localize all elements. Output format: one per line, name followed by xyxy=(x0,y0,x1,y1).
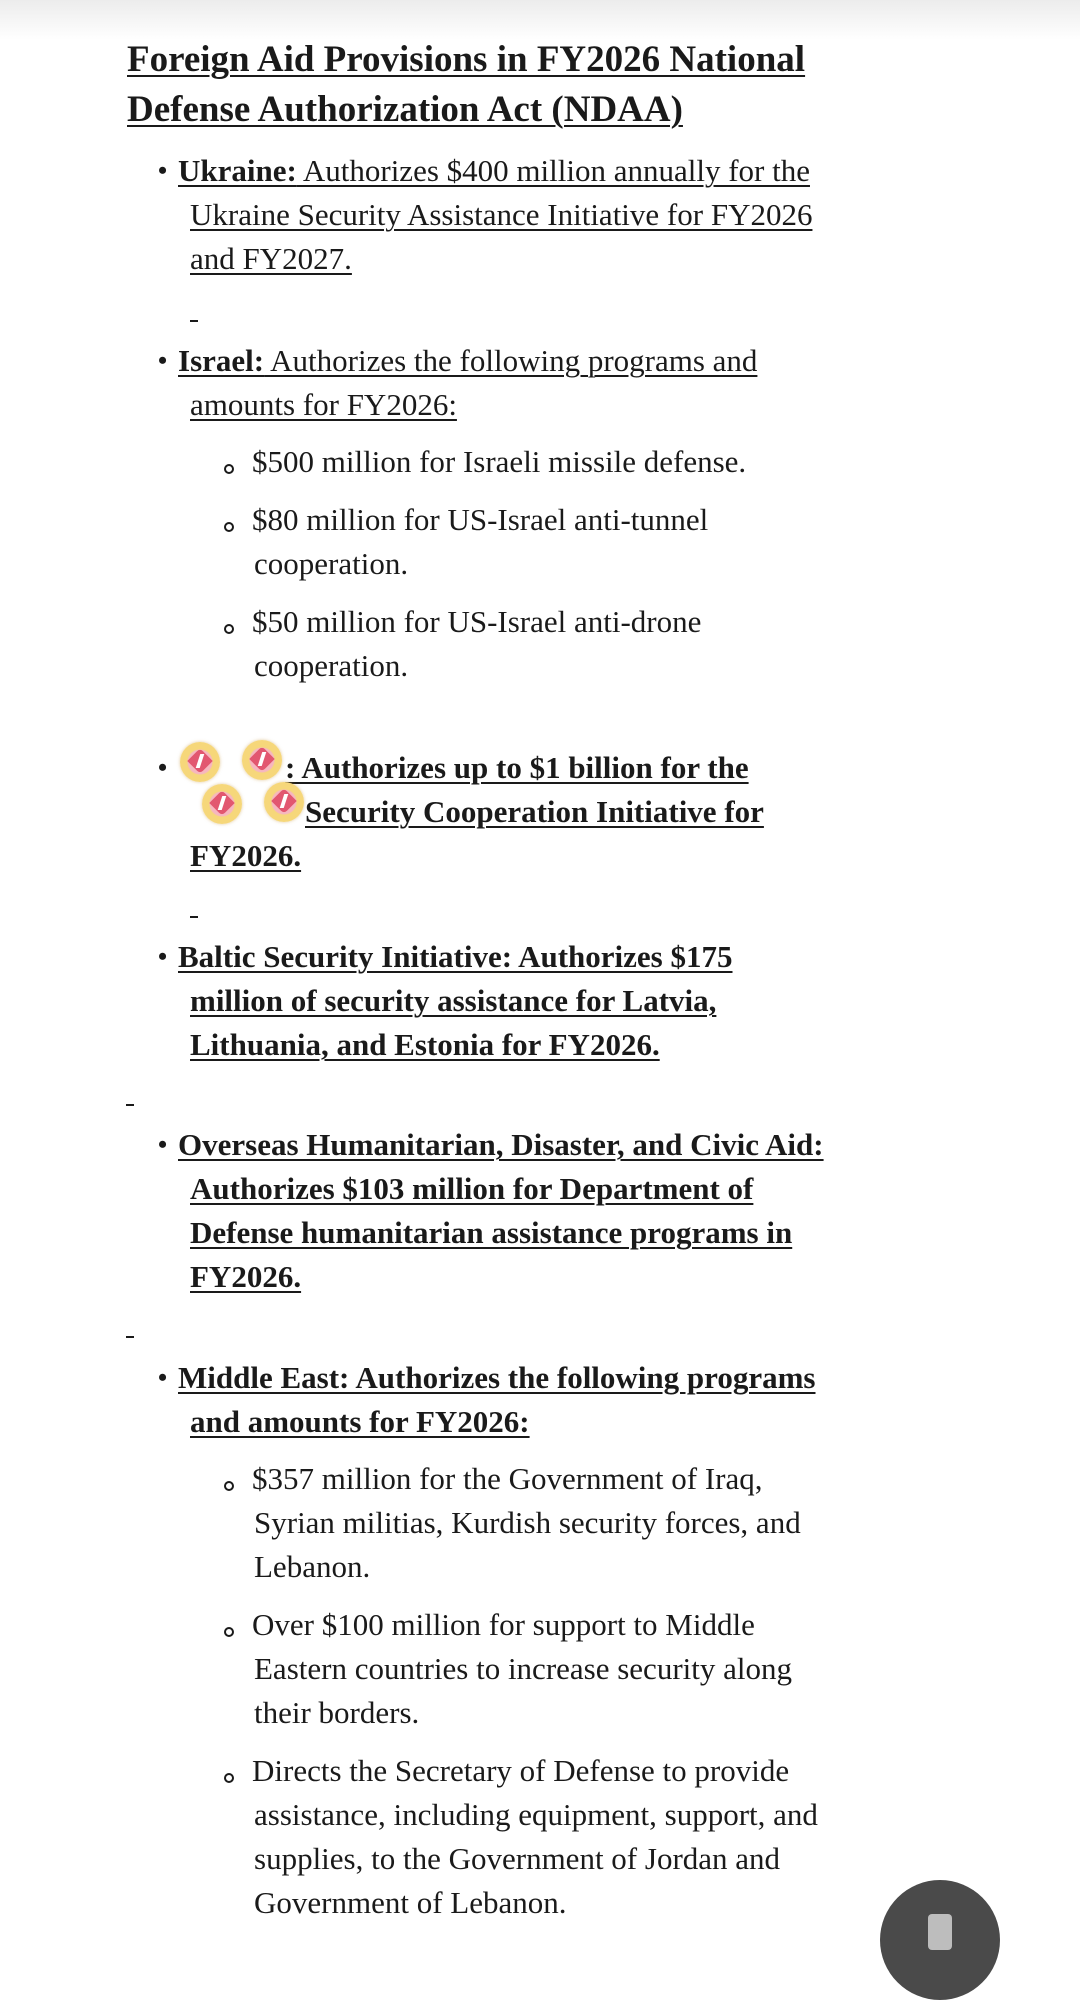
middle-east-item-3-line-4: Government of Lebanon. xyxy=(254,1885,567,1920)
middle-east-item-1-line-2: Syrian militias, Kurdish security forces, and xyxy=(254,1505,801,1540)
israel-item-1-line-1: $500 million for Israeli missile defense. xyxy=(252,444,747,479)
circle-bullet xyxy=(224,1481,234,1491)
circle-bullet xyxy=(224,1773,234,1783)
israel-item-3-line-1: $50 million for US-Israel anti-drone xyxy=(252,604,702,639)
bullet-israel: • xyxy=(158,346,168,375)
circle-bullet xyxy=(224,1627,234,1637)
ukraine-line-3: and FY2027. xyxy=(190,241,352,276)
document-title-line-2: Defense Authorization Act (NDAA) xyxy=(127,89,683,130)
circle-bullet xyxy=(224,624,234,634)
bullet-taiwan: • xyxy=(158,753,168,782)
ohdaca-line-1: Overseas Humanitarian, Disaster, and Civic Aid: xyxy=(178,1127,824,1162)
separator-dash xyxy=(190,320,198,322)
ukraine-label: Ukraine: xyxy=(178,153,297,188)
heart-sticker-icon xyxy=(242,740,282,780)
watermark-avatar-icon xyxy=(880,1880,1000,2000)
ohdaca-line-4: FY2026. xyxy=(190,1259,302,1294)
bullet-baltic: • xyxy=(158,942,168,971)
ukraine-line-1 xyxy=(178,149,810,193)
bullet-middle-east: • xyxy=(158,1363,168,1392)
heart-sticker-cluster xyxy=(180,740,310,840)
circle-bullet xyxy=(224,464,234,474)
israel-label: Israel: xyxy=(178,343,265,378)
middle-east-item-3-line-1: Directs the Secretary of Defense to provide xyxy=(252,1753,790,1788)
israel-line-1-text: Authorizes the following programs and xyxy=(264,343,758,378)
israel-item-3-line-2: cooperation. xyxy=(254,648,409,683)
middle-east-item-1-line-1: $357 million for the Government of Iraq, xyxy=(252,1461,763,1496)
heart-sticker-icon xyxy=(264,782,304,822)
taiwan-line-3: FY2026. xyxy=(190,838,302,873)
israel-item-2-line-1: $80 million for US-Israel anti-tunnel xyxy=(252,502,709,537)
heart-sticker-icon xyxy=(202,784,242,824)
middle-east-line-2: and amounts for FY2026: xyxy=(190,1404,530,1439)
bullet-ukraine: • xyxy=(158,156,168,185)
middle-east-item-2-line-2: Eastern countries to increase security along xyxy=(254,1651,792,1686)
ukraine-line-1-text: Authorizes $400 million annually for the xyxy=(296,153,810,188)
ohdaca-line-2: Authorizes $103 million for Department of xyxy=(190,1171,754,1206)
middle-east-item-3-line-2: assistance, including equipment, support, and xyxy=(254,1797,818,1832)
circle-bullet xyxy=(224,522,234,532)
baltic-line-2: million of security assistance for Latvia, xyxy=(190,983,717,1018)
israel-line-2: amounts for FY2026: xyxy=(190,387,457,422)
middle-east-item-3-line-3: supplies, to the Government of Jordan and xyxy=(254,1841,781,1876)
israel-item-2-line-2: cooperation. xyxy=(254,546,409,581)
separator-dash xyxy=(190,916,198,918)
middle-east-line-1: Middle East: Authorizes the following programs xyxy=(178,1360,816,1395)
middle-east-item-1-line-3: Lebanon. xyxy=(254,1549,371,1584)
document-title-line-1: Foreign Aid Provisions in FY2026 National xyxy=(127,39,806,80)
bullet-ohdaca: • xyxy=(158,1130,168,1159)
middle-east-item-2-line-3: their borders. xyxy=(254,1695,420,1730)
baltic-line-3: Lithuania, and Estonia for FY2026. xyxy=(190,1027,660,1062)
middle-east-item-2-line-1: Over $100 million for support to Middle xyxy=(252,1607,755,1642)
taiwan-line-2: Security Cooperation Initiative for xyxy=(305,794,764,829)
baltic-line-1: Baltic Security Initiative: Authorizes $175 xyxy=(178,939,733,974)
separator-dash xyxy=(126,1336,134,1338)
israel-line-1 xyxy=(178,339,757,383)
ukraine-line-2: Ukraine Security Assistance Initiative for FY2026 xyxy=(190,197,813,232)
ohdaca-line-3: Defense humanitarian assistance programs in xyxy=(190,1215,793,1250)
separator-dash xyxy=(126,1104,134,1106)
taiwan-line-1: : Authorizes up to $1 billion for the xyxy=(285,750,749,785)
heart-sticker-icon xyxy=(180,742,220,782)
